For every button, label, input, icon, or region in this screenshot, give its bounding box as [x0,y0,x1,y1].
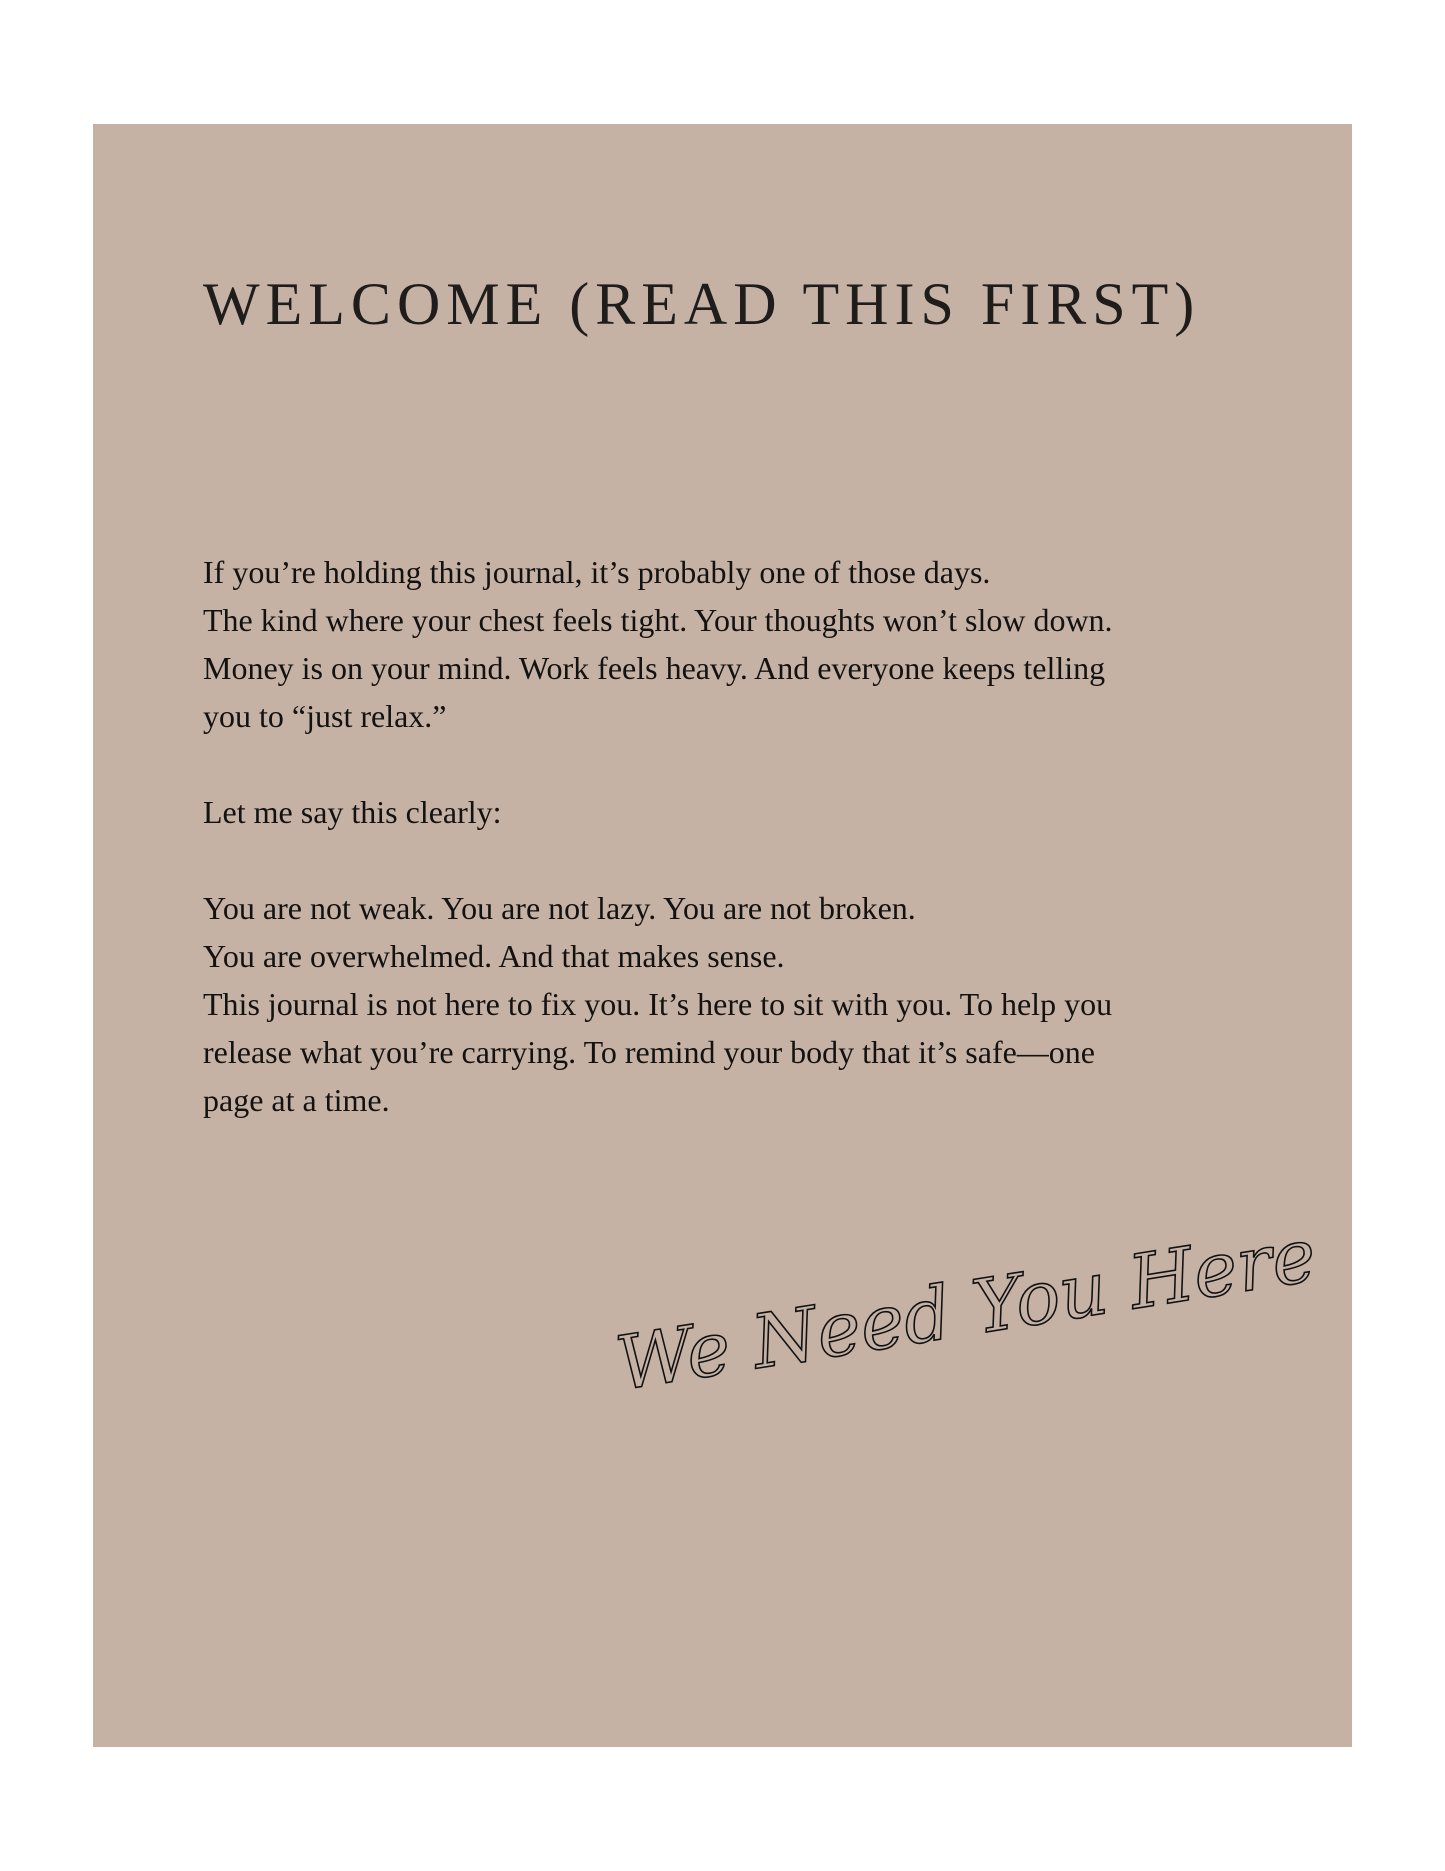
text-line: Money is on your mind. Work feels heavy. And everyone keeps telling [203,650,1106,686]
text-line: You are not weak. You are not lazy. You are not broken. [203,890,916,926]
page-title: WELCOME (READ THIS FIRST) [203,271,1201,337]
handwritten-signature [590,1195,1322,1408]
text-line: page at a time. [203,1082,390,1118]
text-line: you to “just relax.” [203,698,447,734]
text-line: You are overwhelmed. And that makes sense. [203,938,785,974]
text-line: Let me say this clearly: [203,794,502,830]
welcome-body [203,548,1213,1124]
signature-text: We Need You Here [610,1212,1322,1408]
paragraph-gap [203,740,1213,788]
page-panel [93,124,1352,1747]
text-line: The kind where your chest feels tight. Your thoughts won’t slow down. [203,602,1113,638]
text-line: If you’re holding this journal, it’s probably one of those days. [203,554,991,590]
text-line: release what you’re carrying. To remind your body that it’s safe—one [203,1034,1095,1070]
paragraph-gap [203,836,1213,884]
text-line: This journal is not here to fix you. It’s here to sit with you. To help you [203,986,1113,1022]
